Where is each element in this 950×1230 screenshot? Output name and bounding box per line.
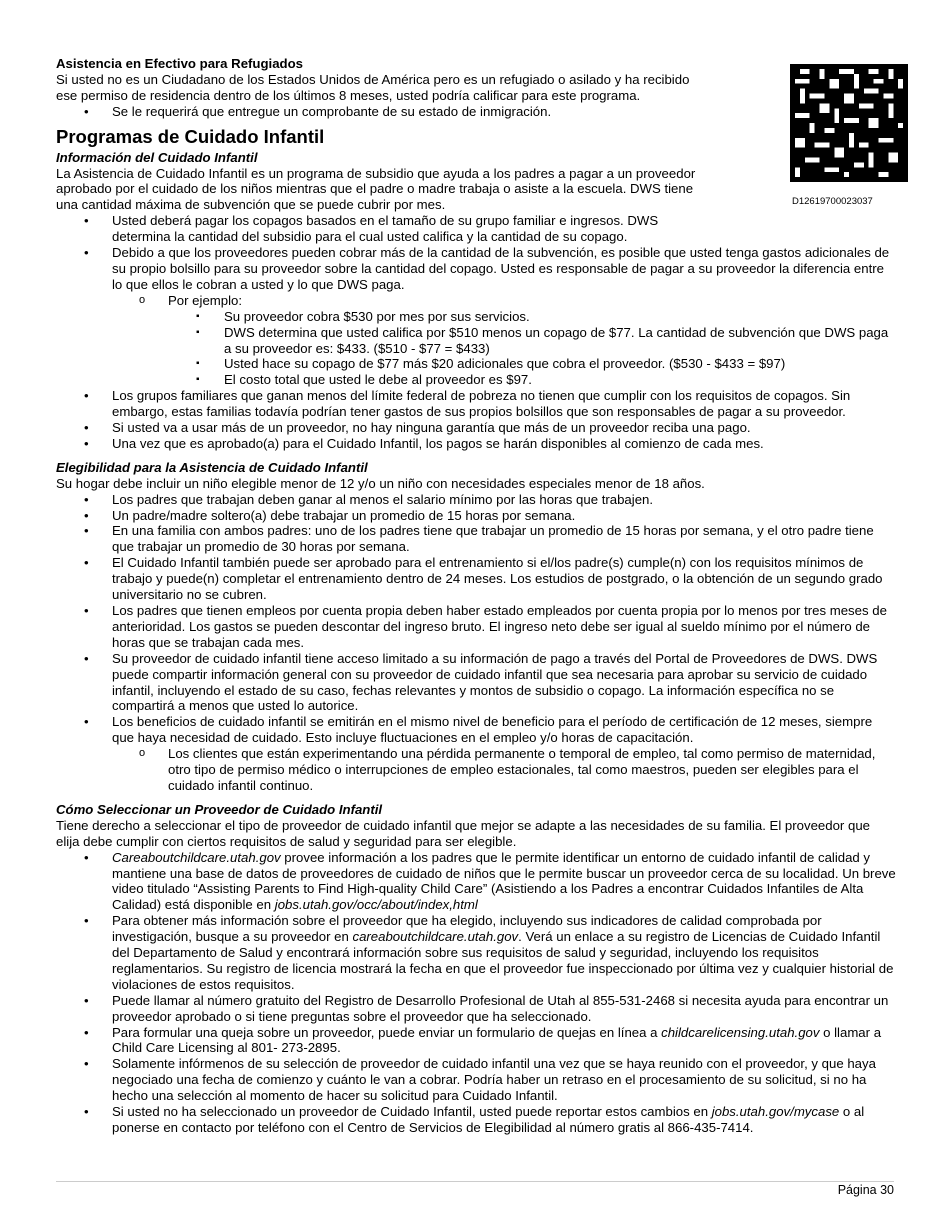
list-item: • Debido a que los proveedores pueden cobrar más de la cantidad de la subvención, es posible que usted tenga gastos adicionales de su propio bolsillo para su proveedor sobre la cantidad del copago. Usted es responsable de pagar a su proveedor la diferencia entre lo que ellos le cobran a usted y lo que DWS paga. o Por ejemplo: ▪ Su proveedor cobra $530 por mes por sus servicios. ▪ DWS determina que usted califica por $510 menos un copago de $77. La cantidad de subvención que DWS paga a su proveedor es: $433. ($510 - $77 = $433) ▪ Usted hace su copago de $77 más $20 adicionales que cobra el proveedor. ($530 - $433 = $97) ▪ El costo total que usted le debe al proveedor es $97. bbox=[56, 245, 896, 388]
list-item: • Se le requerirá que entregue un comprobante de su estado de inmigración. bbox=[56, 104, 896, 120]
refugee-list bbox=[56, 104, 896, 120]
barcode-id: D12619700023037 bbox=[792, 196, 873, 207]
eligibility-list bbox=[56, 492, 896, 794]
list-item: • Los padres que tienen empleos por cuenta propia deben haber estado empleados por cuenta propia por lo menos por tres meses de anterioridad. Los gastos se pueden descontar del ingreso bruto. El ingreso neto debe ser igual al sueldo mínimo por el número de horas que se trabajan cada mes. bbox=[56, 603, 896, 651]
example-sublist bbox=[168, 309, 896, 389]
list-item: • Los beneficios de cuidado infantil se emitirán en el mismo nivel de beneficio para el período de certificación de 12 meses, siempre que haya necesidad de cuidado. Esto incluye fluctuaciones en el empleo y/o horas de capacitación. o Los clientes que están experimentando una pérdida permanente o temporal de empleo, tal como permiso de maternidad, otro tipo de permiso médico o interrupciones de empleo estacionales, tal como maestros, pueden ser elegibles para el cuidado infantil continuo. bbox=[56, 714, 896, 794]
careaboutchildcare-link-2[interactable]: careaboutchildcare.utah.gov bbox=[352, 929, 519, 945]
eligibility-heading: Elegibilidad para la Asistencia de Cuidado Infantil bbox=[56, 459, 368, 475]
page-number: Página 30 bbox=[837, 1183, 894, 1197]
document-page bbox=[56, 56, 896, 1136]
list-item: • Careaboutchildcare.utah.gov provee información a los padres que le permite identificar un entorno de cuidado infantil de calidad y mantiene una base de datos de proveedores de cuidado de niños que le permite buscar un proveedor cerca de su localidad. Un breve video titulado “Assisting Parents to Find High-quality Child Care” (Asistiendo a los Padres a encontrar Cuidados Infantiles de Alta Calidad) está disponible en jobs.utah.gov/occ/about/index,html bbox=[56, 850, 896, 914]
list-item: • En una familia con ambos padres: uno de los padres tiene que trabajar un promedio de 15 horas por semana, y el otro padre tiene que trabajar un promedio de 30 horas por semana. bbox=[56, 523, 896, 555]
list-item: • Un padre/madre soltero(a) debe trabajar un promedio de 15 horas por semana. bbox=[56, 508, 896, 524]
list-item: ▪ El costo total que usted le debe al proveedor es $97. bbox=[168, 372, 896, 388]
list-item: ▪ DWS determina que usted califica por $510 menos un copago de $77. La cantidad de subvención que DWS paga a su proveedor es: $433. ($510 - $77 = $433) bbox=[168, 325, 896, 357]
childcare-section-title: Programas de Cuidado Infantil bbox=[56, 125, 325, 147]
childcare-info-list bbox=[56, 213, 896, 452]
list-item: • Si usted no ha seleccionado un proveedor de Cuidado Infantil, usted puede reportar estos cambios en jobs.utah.gov/mycase o al ponerse en contacto por teléfono con el Centro de Servicios de Elegibilidad al número gratis al 866-435-7414. bbox=[56, 1104, 896, 1136]
list-item: • Solamente infórmenos de su selección de proveedor de cuidado infantil una vez que se haya reunido con el proveedor, y que haya negociado una fecha de comienzo y cuánto le van a cobrar. Podría haber un retraso en el procesamiento de su solicitud, si no ha hecho una selección al momento de hacer su solicitud para Cuidado Infantil. bbox=[56, 1056, 896, 1104]
childcare-info-body: La Asistencia de Cuidado Infantil es un programa de subsidio que ayuda a los padres a pagar a un proveedor aprobado por el cuidado de los niños mientras que el padre o madre trabaja o asiste a la escuela. DWS tiene una cantidad máxima de subvención que se puede cubrir por mes. bbox=[56, 165, 696, 213]
jobs-occ-link[interactable]: jobs.utah.gov/occ/about/index,html bbox=[274, 897, 478, 913]
list-item: • Su proveedor de cuidado infantil tiene acceso limitado a su información de pago a través del Portal de Proveedores de DWS. DWS puede compartir información general con su proveedor de cuidado infantil que sea necesaria para aprobar su servicio de cuidado infantil, incluyendo el estado de su caso, fechas relevantes y montos de subsidio o copago. La información específica no se compartirá a menos que usted lo autorice. bbox=[56, 651, 896, 715]
example-list bbox=[112, 293, 896, 388]
refugee-heading: Asistencia en Efectivo para Refugiados bbox=[56, 56, 303, 71]
list-item: • Si usted va a usar más de un proveedor, no hay ninguna garantía que más de un proveedor reciba una pago. bbox=[56, 420, 896, 436]
list-item: ▪ Usted hace su copago de $77 más $20 adicionales que cobra el proveedor. ($530 - $433 = $97) bbox=[168, 356, 896, 372]
list-item: • Para formular una queja sobre un proveedor, puede enviar un formulario de quejas en línea a childcarelicensing.utah.gov o llamar a Child Care Licensing al 801- 273-2895. bbox=[56, 1025, 896, 1057]
list-item: • Para obtener más información sobre el proveedor que ha elegido, incluyendo sus indicadores de calidad comprobada por investigación, busque a su proveedor en careaboutchildcare.utah.gov. Verá un enlace a su registro de Licencias de Cuidado Infantil del Departamento de Salud y encontrará información sobre sus requisitos de salud y seguridad, incluyendo los requisitos reglamentarios. Su registro de licencia mostrará la fecha en que el proveedor fue inspeccionado por última vez y cualquier historial de violaciones de estos requisitos. bbox=[56, 913, 896, 993]
childcarelicensing-link[interactable]: childcarelicensing.utah.gov bbox=[661, 1024, 820, 1040]
list-item: o Los clientes que están experimentando una pérdida permanente o temporal de empleo, tal como permiso de maternidad, otro tipo de permiso médico o interrupciones de empleo estacionales, tal como maestros, pueden ser elegibles para el cuidado infantil continuo. bbox=[112, 746, 896, 794]
select-provider-body: Tiene derecho a seleccionar el tipo de proveedor de cuidado infantil que mejor se adapte a las necesidades de su familia. El proveedor que elija debe cumplir con ciertos requisitos de salud y seguridad para ser elegible. bbox=[56, 817, 870, 849]
eligibility-body: Su hogar debe incluir un niño elegible menor de 12 y/o un niño con necesidades especiales menor de 18 años. bbox=[56, 475, 705, 491]
list-item: • Los grupos familiares que ganan menos del límite federal de pobreza no tienen que cumplir con los requisitos de copagos. Sin embargo, estas familias todavía podrían tener gastos de sus propios bolsillos que son responsables de pagar a su proveedor. bbox=[56, 388, 896, 420]
list-item: • Una vez que es aprobado(a) para el Cuidado Infantil, los pagos se harán disponibles al comienzo de cada mes. bbox=[56, 436, 896, 452]
list-item: • Usted deberá pagar los copagos basados en el tamaño de su grupo familiar e ingresos. DWS determina la cantidad del subsidio para el cual usted califica y la cantidad de su copago. bbox=[56, 213, 896, 245]
mycase-link[interactable]: jobs.utah.gov/mycase bbox=[711, 1104, 840, 1120]
select-provider-list bbox=[56, 850, 896, 1136]
refugee-body: Si usted no es un Ciudadano de los Estados Unidos de América pero es un refugiado o asilado y ha recibido ese permiso de residencia dentro de los últimos 8 meses, usted podría calificar para este programa. bbox=[56, 71, 690, 103]
list-item: • Puede llamar al número gratuito del Registro de Desarrollo Profesional de Utah al 855-531-2468 si necesita ayuda para encontrar un proveedor aprobado o si tiene preguntas sobre el proveedor que ha seleccionado. bbox=[56, 993, 896, 1025]
eligibility-sublist bbox=[112, 746, 896, 794]
list-item: • Los padres que trabajan deben ganar al menos el salario mínimo por las horas que trabajen. bbox=[56, 492, 896, 508]
list-item: o Por ejemplo: ▪ Su proveedor cobra $530 por mes por sus servicios. ▪ DWS determina que usted califica por $510 menos un copago de $77. La cantidad de subvención que DWS paga a su proveedor es: $433. ($510 - $77 = $433) ▪ Usted hace su copago de $77 más $20 adicionales que cobra el proveedor. ($530 - $433 = $97) ▪ El costo total que usted le debe al proveedor es $97. bbox=[112, 293, 896, 388]
list-item: • El Cuidado Infantil también puede ser aprobado para el entrenamiento si el/los padre(s) cumple(n) con los requisitos mínimos de trabajo y puede(n) completar el entrenamiento dentro de 24 meses. Los estudios de postgrado, o la obtención de un segundo grado universitario no se cubren. bbox=[56, 555, 896, 603]
footer-divider bbox=[56, 1181, 894, 1182]
careaboutchildcare-link[interactable]: Careaboutchildcare.utah.gov bbox=[112, 849, 281, 865]
childcare-info-heading: Información del Cuidado Infantil bbox=[56, 149, 258, 165]
list-item: ▪ Su proveedor cobra $530 por mes por sus servicios. bbox=[168, 309, 896, 325]
select-provider-heading: Cómo Seleccionar un Proveedor de Cuidado Infantil bbox=[56, 801, 383, 817]
